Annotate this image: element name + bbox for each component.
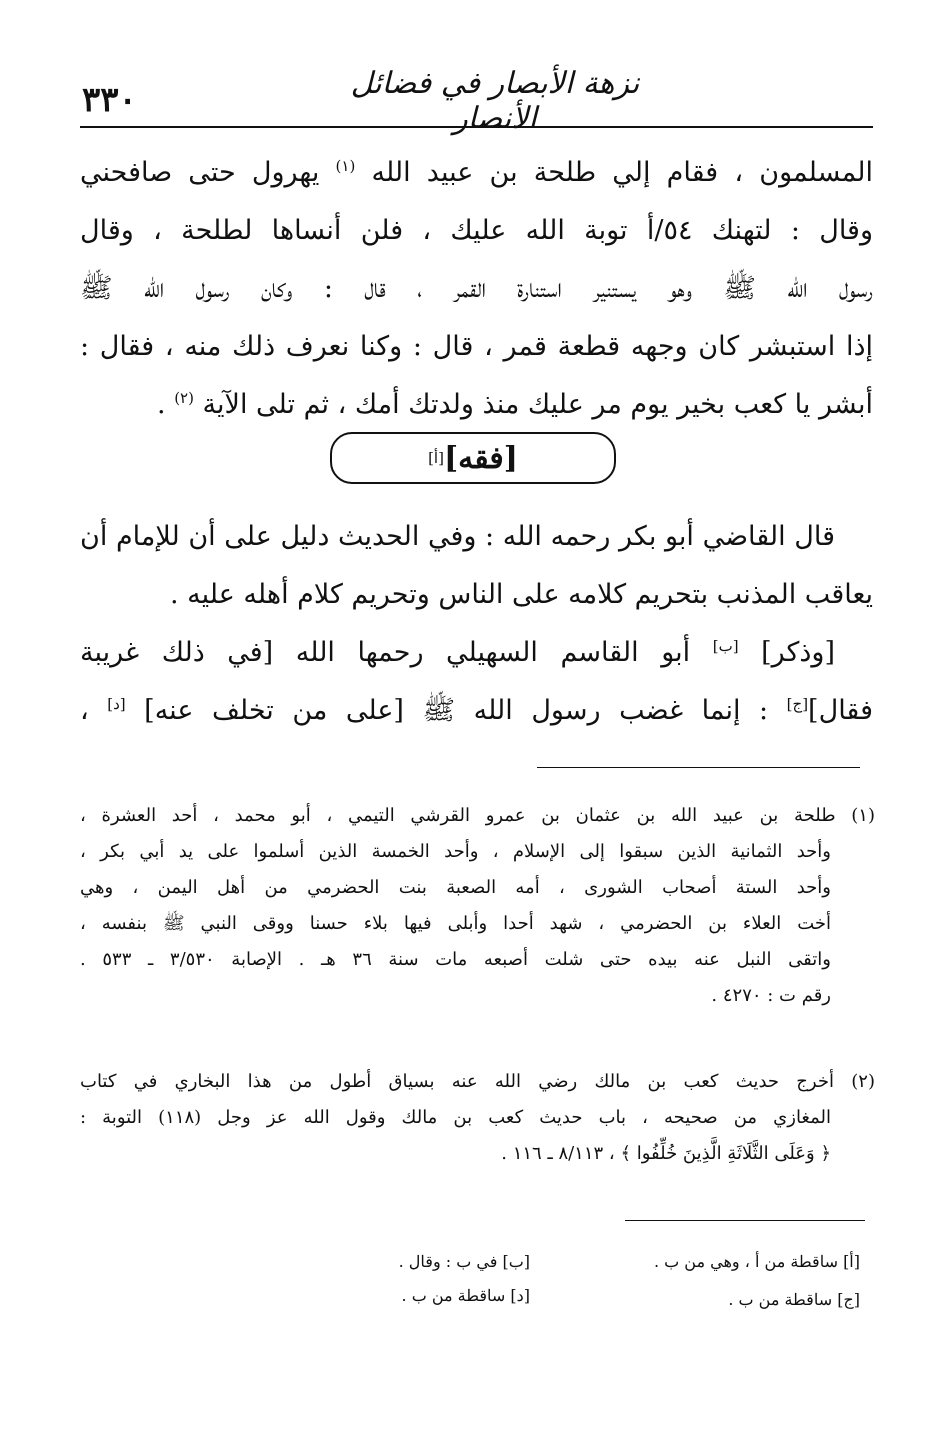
footnote-line: ﴿ وَعَلَى الثَّلَاثَةِ الَّذِينَ خُلِّفُوا ﴾ ، ٨/١١٣ ـ ١١٦ . xyxy=(501,1143,831,1164)
body-line: المسلمون ، فقام إلي طلحة بن عبيد الله $^{(١)}$ يهرول حتى صافحني xyxy=(80,157,873,188)
footnote-line: (١) طلحة بن عبيد الله بن عثمان بن عمرو القرشي التيمي ، أبو محمد ، أحد العشرة ، xyxy=(80,805,875,826)
section-heading-box: [فقه] [أ] xyxy=(330,432,616,484)
variant-ref: [د] xyxy=(107,695,126,713)
footnote-line: (٢) أخرج حديث كعب بن مالك رضي الله عنه بسياق أطول من هذا البخاري في كتاب xyxy=(80,1071,875,1092)
footnote-separator xyxy=(537,767,860,768)
footnote-line: المغازي من صحيحه ، باب حديث كعب بن مالك وقول الله عز وجل (١١٨) التوبة : xyxy=(80,1107,832,1128)
footnote-line: رقم ت : ٤٢٧٠ . xyxy=(711,985,831,1006)
footnote-ref: (٢) xyxy=(174,389,194,407)
variant-separator xyxy=(625,1220,865,1221)
variant-ref: [ج] xyxy=(786,695,809,713)
footnote-line: أخت العلاء بن الحضرمي ، شهد أحدا وأبلى فيها بلاء حسنا ووقى النبي ﷺ بنفسه ، xyxy=(80,913,831,934)
body-line: رسول الله ﷺ وهو يستنير استنارة القمر ، قال : وكان رسول الله ﷺ xyxy=(80,273,873,304)
running-title: نزهة الأبصار في فضائل الأنصار xyxy=(350,66,640,136)
footnote-line: وأحد الثمانية الذين سبقوا إلى الإسلام ، وأحد الخمسة الذين أسلموا على يد أبي بكر ، xyxy=(80,841,831,862)
paragraph-1 xyxy=(80,144,873,434)
header-rule xyxy=(80,126,873,128)
variant-note-c: [ج] ساقطة من ب . xyxy=(728,1290,860,1309)
body-line: قال القاضي أبو بكر رحمه الله : وفي الحديث دليل على أن للإمام أن xyxy=(80,521,835,552)
section-title: [فقه] xyxy=(443,440,518,476)
body-line: وقال : لتهنك ٥٤/أ توبة الله عليك ، فلن أنساها لطلحة ، وقال xyxy=(80,215,874,246)
body-line: أبشر يا كعب بخير يوم مر عليك منذ ولدتك أمك ، ثم تلى الآية $^{(٢)}$ . xyxy=(157,389,873,420)
page-number: ٣٣٠ xyxy=(82,80,137,120)
variant-note-a: [أ] ساقطة من أ ، وهي من ب . xyxy=(653,1252,860,1271)
body-line: يعاقب المذنب بتحريم كلامه على الناس وتحريم كلام أهله عليه . xyxy=(170,579,873,610)
footnote-ref: (١) xyxy=(335,157,356,175)
footnote-line: وأحد الستة أصحاب الشورى ، أمه الصعبة بنت الحضرمي من أهل اليمن ، وهي xyxy=(80,877,831,898)
body-line: [وذكر] [ب] أبو القاسم السهيلي رحمها الله [في ذلك غريبة xyxy=(80,637,835,668)
footnote-1 xyxy=(80,798,875,1014)
paragraph-2 xyxy=(80,508,873,740)
footnote-line: واتقى النبل عنه بيده حتى شلت أصبعه مات سنة ٣٦ هـ . الإصابة ٣/٥٣٠ ـ ٥٣٣ . xyxy=(80,949,831,970)
body-line: إذا استبشر كان وجهه قطعة قمر ، قال : وكنا نعرف ذلك منه ، فقال : xyxy=(80,331,873,362)
footnote-2 xyxy=(80,1064,875,1172)
variant-note-b: [ب] في ب : وقال . xyxy=(398,1252,530,1271)
body-line: فقال][ج] : إنما غضب رسول الله ﷺ [على من تخلف عنه] [د] ، xyxy=(80,695,873,726)
variant-ref: [ب] xyxy=(712,637,739,655)
variant-note-d: [د] ساقطة من ب . xyxy=(401,1286,530,1305)
